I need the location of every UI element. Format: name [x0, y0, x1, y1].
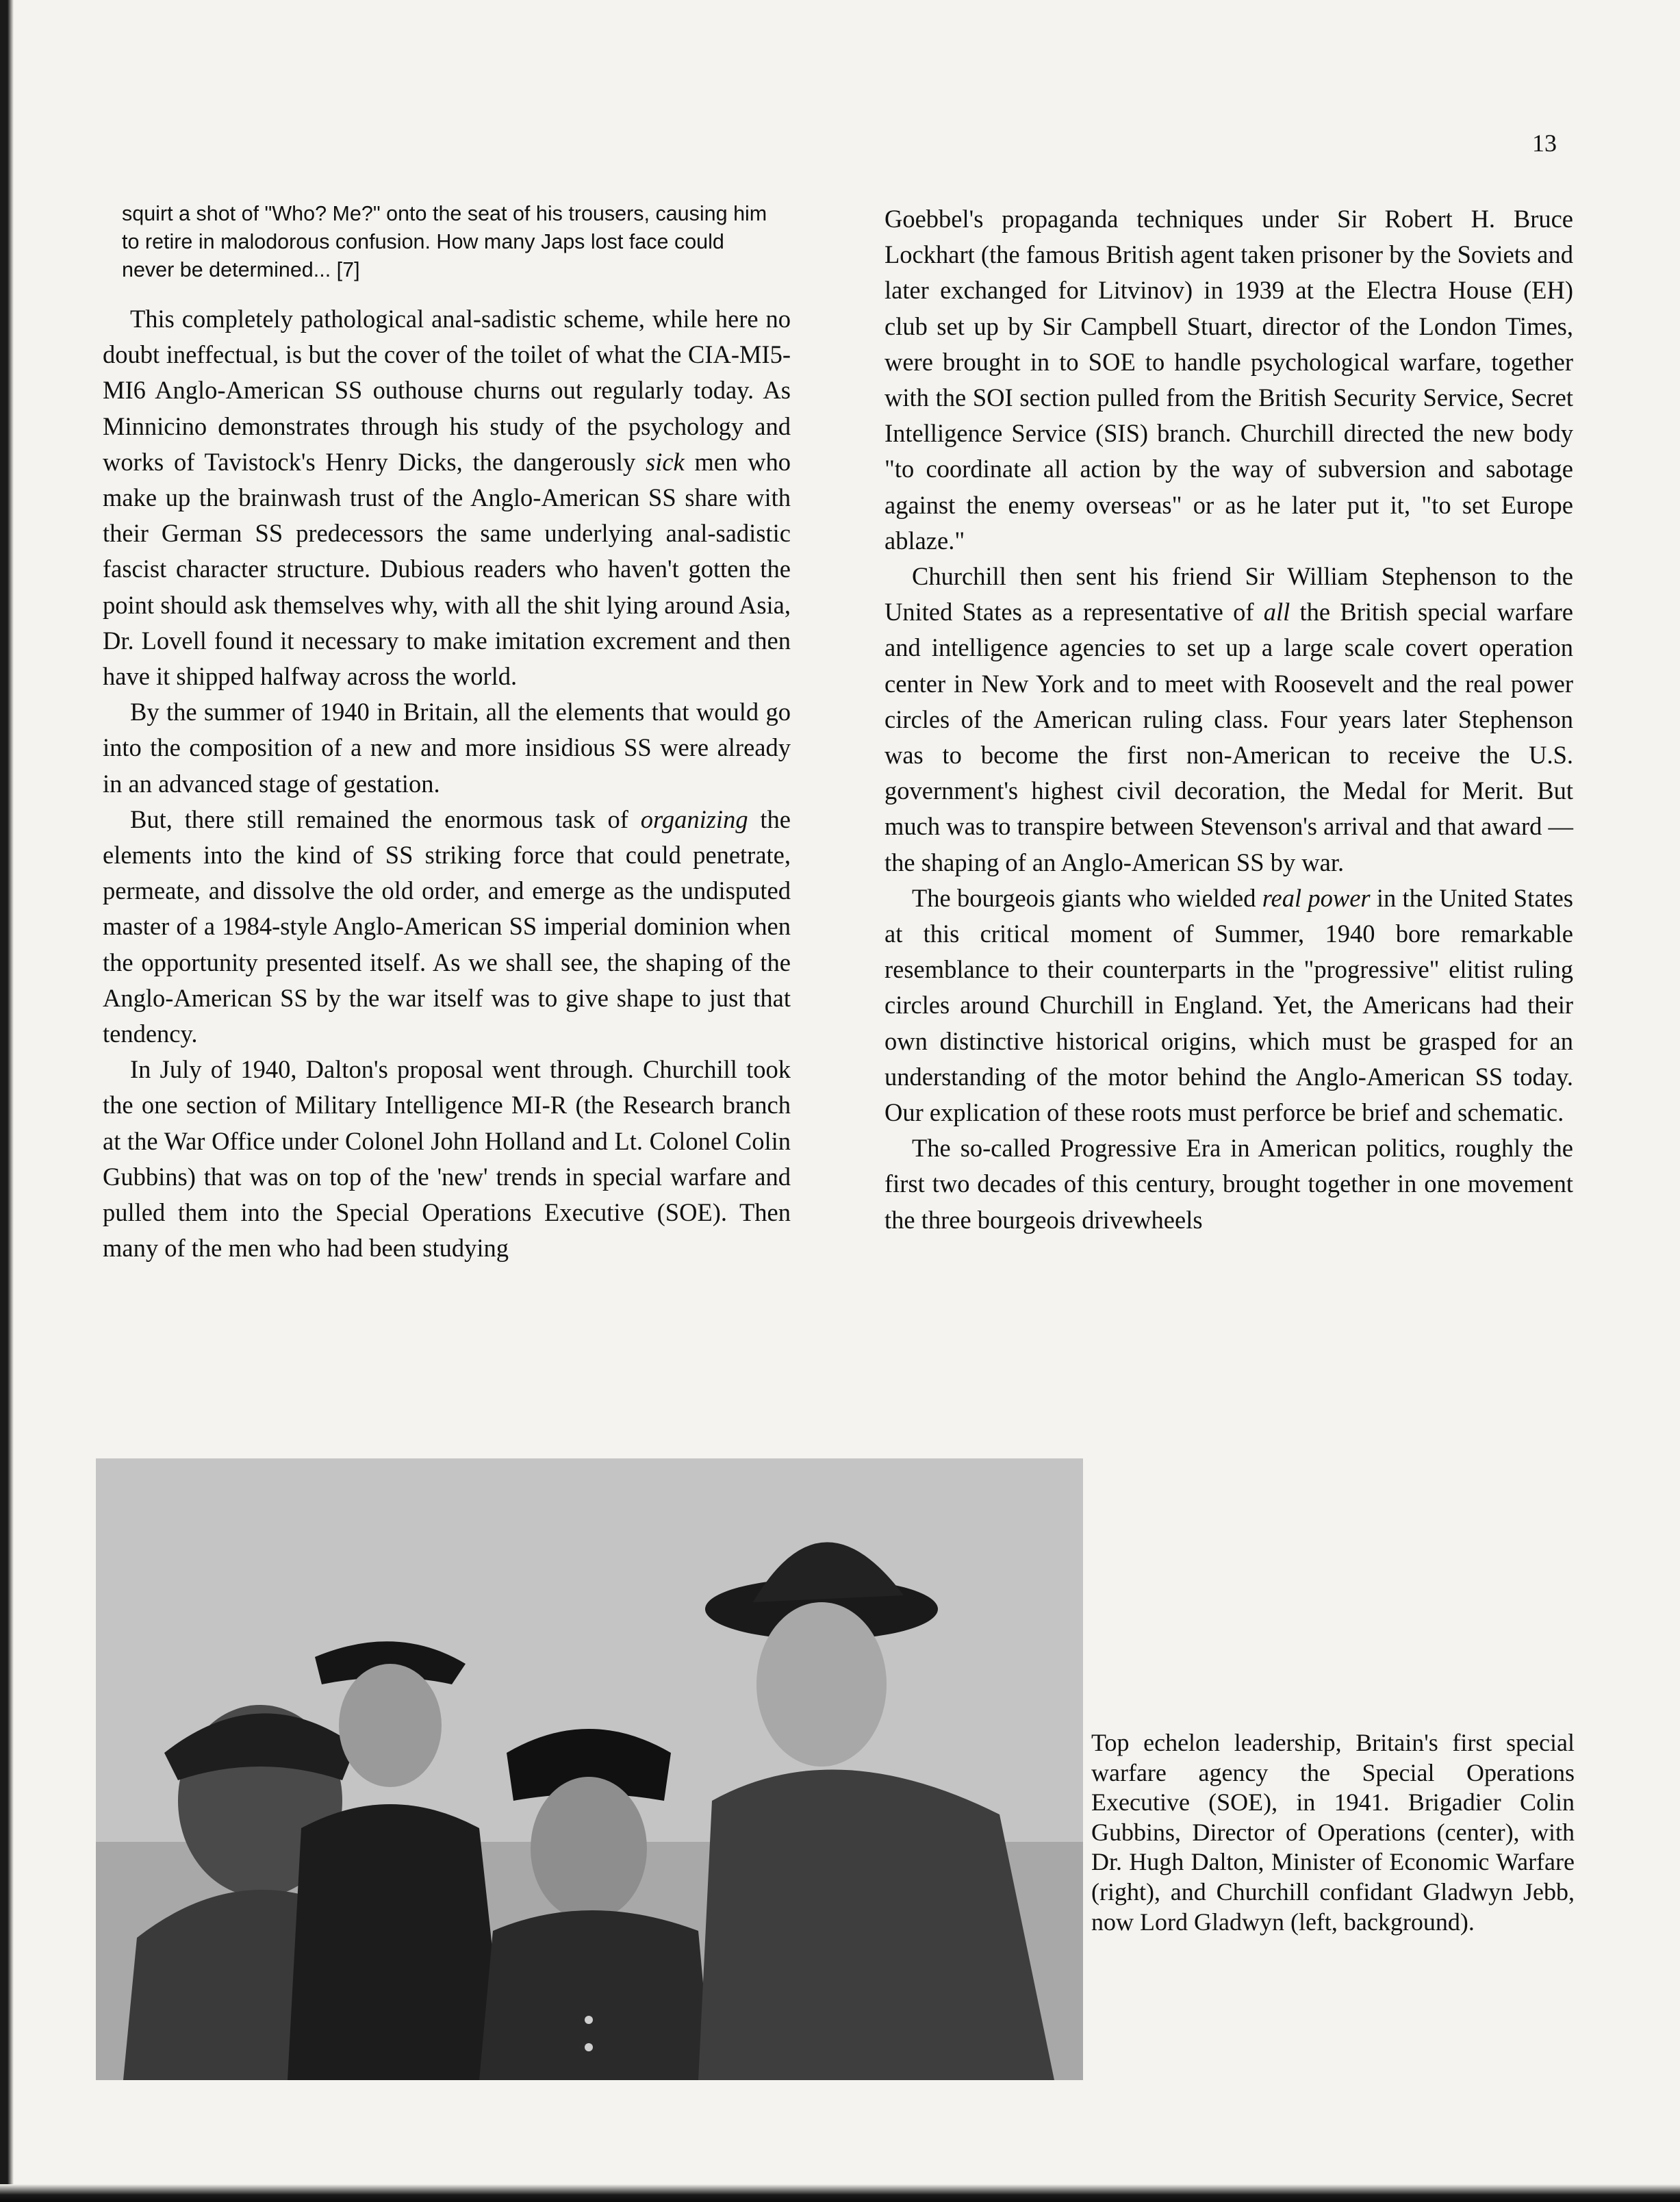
- historical-photograph: [96, 1458, 1083, 2080]
- left-paragraph-2: By the summer of 1940 in Britain, all the elements that would go into the composition of a new and more insidious SS were already in an advanced stage of gestation.: [103, 698, 791, 798]
- left-paragraph-1: This completely pathological anal-sadistic scheme, while here no doubt ineffectual, is but the cover of the toilet of what the CIA-MI5-MI6 Anglo-American SS outhouse churns out regularly today. As Minnicino demonstrates through his study of the psychology and works of Tavistock's Henry Dicks, the dangerously sick men who make up the brainwash trust of the Anglo-American SS share with their German SS predecessors the same underlying anal-sadistic fascist character structure. Dubious readers who haven't gotten the point should ask themselves why, with all the shit lying around Asia, Dr. Lovell found it necessary to make imitation excrement and then have it shipped halfway across the world.: [103, 305, 791, 691]
- photo-caption: Top echelon leadership, Britain's first special warfare agency the Special Operations Executive (SOE), in 1941. Brigadier Colin Gubbins, Director of Operations (center), with Dr. Hugh Dalton, Minister of Economic Warfare (right), and Churchill confidant Gladwyn Jebb, now Lord Gladwyn (left, background).: [1091, 1729, 1575, 1936]
- block-quote: squirt a shot of "Who? Me?" onto the seat of his trousers, causing him to retire in malodorous confusion. How many Japs lost face could never be determined... [7]: [122, 202, 767, 281]
- left-paragraph-4: In July of 1940, Dalton's proposal went through. Churchill took the one section of Military Intelligence MI-R (the Research branch at the War Office under Colonel John Holland and Lt. Colonel Colin Gubbins) that was on top of the 'new' trends in special warfare and pulled them into the Special Operations Executive (SOE). Then many of the men who had been studying: [103, 1055, 791, 1263]
- right-paragraph-4: The so-called Progressive Era in American politics, roughly the first two decades of this century, brought together in one movement the three bourgeois drivewheels: [884, 1134, 1573, 1234]
- right-paragraph-1: Goebbel's propaganda techniques under Sir Robert H. Bruce Lockhart (the famous British agent taken prisoner by the Soviets and later exchanged for Litvinov) in 1939 at the Electra House (EH) club set up by Sir Campbell Stuart, director of the London Times, were brought in to SOE to handle psychological warfare, together with the SOI section pulled from the British Security Service, Secret Intelligence Service (SIS) branch. Churchill directed the new body "to coordinate all action by the way of subversion and sabotage against the enemy overseas" or as he later put it, "to set Europe ablaze.": [884, 205, 1573, 555]
- scan-left-edge: [0, 0, 14, 2202]
- right-column: [884, 201, 1573, 1238]
- right-paragraph-3: The bourgeois giants who wielded real power in the United States at this critical moment of Summer, 1940 bore remarkable resemblance to their counterparts in the "progressive" elitist ruling circles around Churchill in England. Yet, the Americans had their own distinctive historical origins, which must be grasped for an understanding of the motor behind the Anglo-American SS today. Our explication of these roots must perforce be brief and schematic.: [884, 883, 1573, 1127]
- left-column: [103, 301, 791, 1266]
- right-paragraph-2: Churchill then sent his friend Sir William Stephenson to the United States as a representative of all the British special warfare and intelligence agencies to set up a large scale covert operation center in New York and to meet with Roosevelt and the real power circles of the American ruling class. Four years later Stephenson was to become the first non-American to receive the U.S. government's highest civil decoration, the Medal for Merit. But much was to transpire between Stevenson's arrival and that award — the shaping of an Anglo-American SS by war.: [884, 562, 1573, 876]
- left-paragraph-3: But, there still remained the enormous task of organizing the elements into the kind of SS striking force that could penetrate, permeate, and dissolve the old order, and emerge as the undisputed master of a 1984-style Anglo-American SS imperial dominion when the opportunity presented itself. As we shall see, the shaping of the Anglo-American SS by the war itself was to give shape to just that tendency.: [103, 805, 791, 1048]
- scan-bottom-edge: [0, 2184, 1680, 2202]
- page-number: 13: [1532, 129, 1557, 157]
